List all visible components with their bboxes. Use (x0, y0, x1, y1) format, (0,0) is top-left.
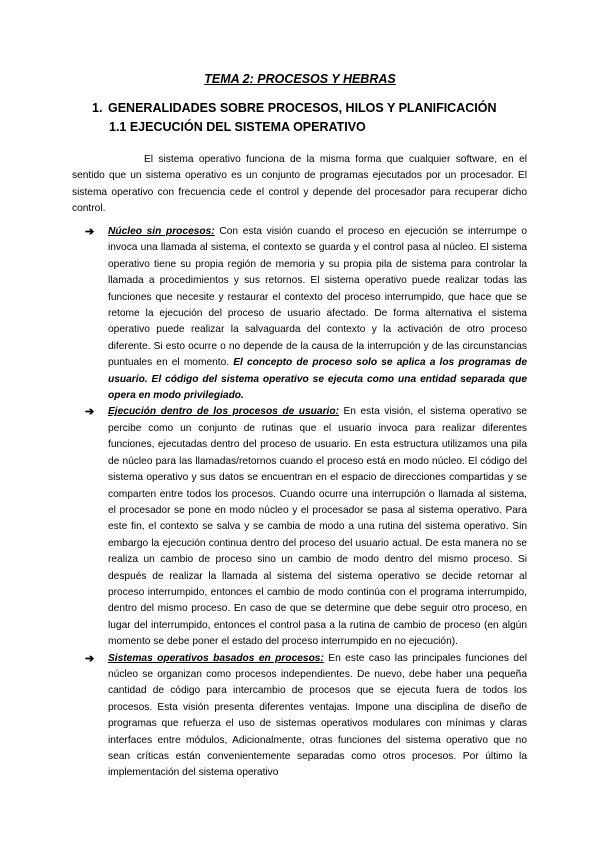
item-text: En esta visión, el sistema operativo se percibe como un conjunto de rutinas que el usuario invoca para realizar diferentes funciones, ejecutadas dentro del proceso de usuario. En esta estructura utilizamos una pila de núcleo para las llamadas/retornos cuando el proceso está en modo núcleo. El código del sistema operativo y sus datos se encuentran en el espacio de direcciones compartidas y se comparten entre todos los procesos. Cuando ocurre una interrupción o llamada al sistema, el procesador se pone en modo núcleo y el procesador se pasa al sistema operativo. Para este fin, el contexto se salva y se cambia de modo a una rutina del sistema operativo. Sin embargo la ejecución continua dentro del proceso del usuario actual. De esta manera no se realiza un cambio de proceso sino un cambio de modo dentro del mismo proceso. Si después de realizar la llamada al sistema del sistema operativo se decide retornar al proceso interrumpido, entonces el cambio de modo continúa con el programa interrumpido, dentro del mismo proceso. En caso de que se determine que debe seguir otro proceso, en lugar del interrumpido, entonces el control pasa a la rutina de cambio de proceso (en algún momento se debe poner el estado del proceso interrumpido en no ejecución). (108, 406, 527, 648)
section-title: GENERALIDADES SOBRE PROCESOS, HILOS Y PLANIFICACIÓN (108, 101, 497, 115)
intro-paragraph (72, 152, 527, 218)
item-text: En este caso las principales funciones del núcleo se organizan como procesos independientes. De nuevo, debe haber una pequeña cantidad de código para intercambio de procesos que se ejecuta fuera de todos los procesos. Esta visión presenta diferentes ventajas. Impone una disciplina de diseño de programas que refuerza el uso de sistemas operativos modulares con mínimas y claras interfaces entre módulos, Adicionalmente, otras funciones del sistema operativo que no sean críticas están convenientemente separadas como otros procesos. Por último la implementación del sistema operativo (108, 652, 527, 779)
section-heading (92, 101, 496, 115)
arrow-bullet-icon: ➔ (85, 652, 95, 665)
item-text: Con esta visión cuando el proceso en ejecución se interrumpe o invoca una llamada al sistema, el contexto se guarda y el control pasa al núcleo. El sistema operativo tiene su propia región de memoria y su propia pila de sistema para controlar la llamada a procedimientos y sus retornos. El sistema operativo puede realizar todas las funciones que necesite y restaurar el contexto del proceso interrumpido, que hace que se retome la ejecución del proceso de usuario afectado. De forma alternativa el sistema operativo puede realizar la salvaguarda del contexto y la activación de otro proceso diferente. Si esto ocurre o no depende de la causa de la interrupción y de las circunstancias puntuales en el momento. (108, 226, 527, 369)
intro-text: El sistema operativo funciona de la misma forma que cualquier software, en el sentido que un sistema operativo es un conjunto de programas ejecutados por un procesador. El sistema operativo con frecuencia cede el control y depende del procesador para recuperar dicho control. (72, 154, 527, 215)
document-title: TEMA 2: PROCESOS Y HEBRAS (204, 72, 396, 86)
arrow-bullet-icon: ➔ (85, 406, 95, 419)
arrow-bullet-icon: ➔ (85, 226, 95, 238)
item-emphasis: El concepto de proceso solo se aplica a los programas de usuario. El código del sistema operativo se ejecuta como una entidad separada que opera en modo privilegiado. (108, 357, 527, 402)
item-lead: Ejecución dentro de los procesos de usuario: (108, 406, 339, 418)
item-lead: Sistemas operativos basados en procesos: (108, 652, 324, 664)
subsection-heading: 1.1 EJECUCIÓN DEL SISTEMA OPERATIVO (109, 120, 366, 134)
list-item (85, 224, 527, 404)
list-item (85, 651, 527, 782)
section-number: 1. (92, 101, 103, 115)
bullet-list (85, 224, 527, 782)
item-lead: Núcleo sin procesos: (108, 226, 215, 237)
list-item (85, 404, 527, 650)
